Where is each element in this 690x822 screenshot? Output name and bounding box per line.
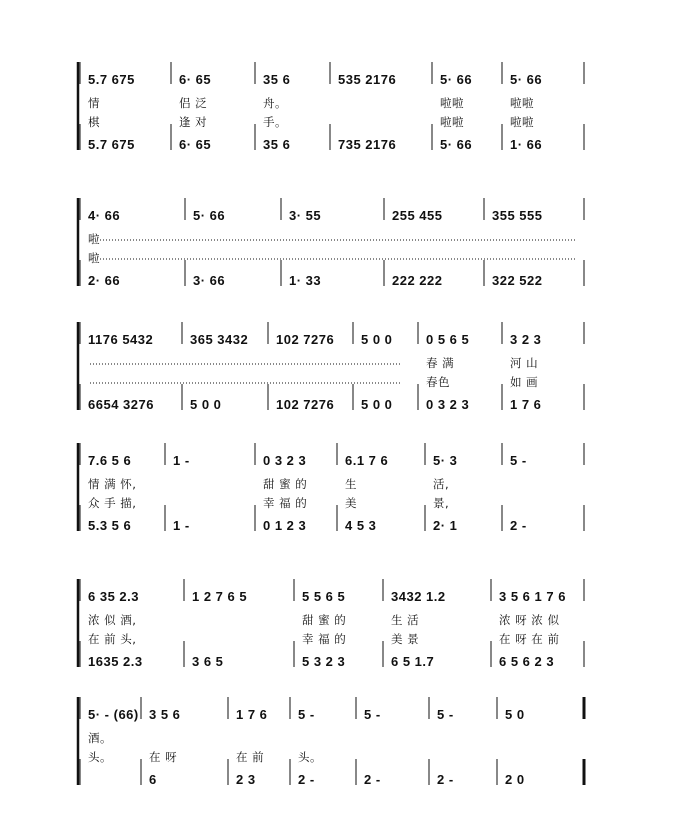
lyric-verse-1: 河 山 — [510, 356, 539, 370]
lyric-verse-1: 啦啦 — [510, 96, 534, 110]
lower-measure: 3 6 5 — [192, 654, 224, 669]
lower-measure: 1· 33 — [289, 273, 322, 288]
lower-measure: 102 7276 — [276, 397, 335, 412]
lyric-verse-2: 啦啦 — [440, 115, 464, 129]
lyric-verse-2: 如 画 — [510, 375, 539, 389]
upper-measure: 355 555 — [492, 208, 543, 223]
lyric-verse-2: 头。 — [88, 750, 112, 764]
lyric-verse-2: 啦啦 — [510, 115, 534, 129]
upper-measure: 5 - — [364, 707, 381, 722]
upper-measure: 5· 66 — [193, 208, 226, 223]
upper-measure: 6· 65 — [179, 72, 212, 87]
upper-measure: 0 5 6 5 — [426, 332, 470, 347]
upper-measure: 5.7 675 — [88, 72, 135, 87]
lyric-verse-2: 逢 对 — [179, 115, 208, 129]
lyric-verse-2: 幸 福 的 — [263, 496, 308, 510]
upper-measure: 3 2 3 — [510, 332, 542, 347]
lyric-verse-2: 众 手 描, — [88, 496, 137, 510]
lower-measure: 5.7 675 — [88, 137, 135, 152]
lyric-verse-1: 浓 似 酒, — [88, 613, 137, 627]
upper-measure: 5· 66 — [510, 72, 543, 87]
lyric-verse-1: 甜 蜜 的 — [263, 477, 308, 491]
lower-measure: 735 2176 — [338, 137, 397, 152]
lower-measure: 1 - — [173, 518, 190, 533]
upper-measure: 5 0 — [505, 707, 525, 722]
upper-measure: 535 2176 — [338, 72, 397, 87]
lower-measure: 6· 65 — [179, 137, 212, 152]
lyric-verse-2: 景, — [433, 496, 450, 510]
lyric-verse-1: 情 — [88, 96, 100, 110]
upper-measure: 7.6 5 6 — [88, 453, 132, 468]
lower-measure: 222 222 — [392, 273, 443, 288]
upper-measure: 5 - — [298, 707, 315, 722]
upper-measure: 5 0 0 — [361, 332, 393, 347]
upper-measure: 6 35 2.3 — [88, 589, 139, 604]
upper-measure: 5 - — [510, 453, 527, 468]
lyric-verse-1: 生 — [345, 477, 357, 491]
lower-measure: 2 - — [364, 772, 381, 787]
lower-measure: 6 — [149, 772, 157, 787]
upper-measure: 35 6 — [263, 72, 291, 87]
lower-measure: 6 5 6 2 3 — [499, 654, 555, 669]
lower-measure: 6654 3276 — [88, 397, 154, 412]
upper-measure: 5 5 6 5 — [302, 589, 346, 604]
lower-measure: 5 3 2 3 — [302, 654, 346, 669]
lyric-verse-2: 春色 — [426, 375, 450, 389]
upper-measure: 0 3 2 3 — [263, 453, 307, 468]
upper-measure: 3· 55 — [289, 208, 322, 223]
lower-measure: 2· 1 — [433, 518, 458, 533]
upper-measure: 102 7276 — [276, 332, 335, 347]
lower-measure: 35 6 — [263, 137, 291, 152]
lyric-verse-1: 啦 — [88, 232, 100, 246]
lower-measure: 2· 66 — [88, 273, 121, 288]
lower-measure: 2 - — [437, 772, 454, 787]
lower-measure: 5.3 5 6 — [88, 518, 132, 533]
lyric-verse-2: 棋 — [88, 115, 100, 129]
upper-measure: 3 5 6 1 7 6 — [499, 589, 566, 604]
lyric-verse-2: 幸 福 的 — [302, 632, 347, 646]
lower-measure: 2 - — [298, 772, 315, 787]
lyric-verse-1: 活, — [433, 477, 450, 491]
upper-measure: 6.1 7 6 — [345, 453, 389, 468]
lyric-verse-2: 在 呀 — [149, 750, 178, 764]
lyric-verse-1: 生 活 — [391, 613, 420, 627]
upper-measure: 1 - — [173, 453, 190, 468]
upper-measure: 5· - (66) — [88, 707, 139, 722]
upper-measure: 255 455 — [392, 208, 443, 223]
lower-measure: 1· 66 — [510, 137, 543, 152]
lower-measure: 5 0 0 — [190, 397, 222, 412]
lyric-verse-2: 啦 — [88, 251, 100, 265]
upper-measure: 365 3432 — [190, 332, 249, 347]
lyric-verse-1: 啦啦 — [440, 96, 464, 110]
lower-measure: 2 0 — [505, 772, 525, 787]
lyric-verse-1: 情 满 怀, — [88, 477, 137, 491]
lower-measure: 0 1 2 3 — [263, 518, 307, 533]
upper-measure: 3 5 6 — [149, 707, 181, 722]
lower-measure: 3· 66 — [193, 273, 226, 288]
lyric-verse-2: 美 — [345, 496, 357, 510]
lower-measure: 0 3 2 3 — [426, 397, 470, 412]
lyric-verse-2: 在 呀 在 前 — [499, 632, 560, 646]
lower-measure: 2 3 — [236, 772, 256, 787]
lyric-verse-2: 在 前 — [236, 750, 265, 764]
lower-measure: 1 7 6 — [510, 397, 542, 412]
upper-measure: 1 7 6 — [236, 707, 268, 722]
lyric-verse-1: 侣 泛 — [179, 96, 208, 110]
upper-measure: 5· 66 — [440, 72, 473, 87]
lyric-verse-2: 手。 — [263, 115, 287, 129]
upper-measure: 3432 1.2 — [391, 589, 446, 604]
lyric-verse-2: 美 景 — [391, 632, 420, 646]
upper-measure: 5 - — [437, 707, 454, 722]
lyric-verse-2: 头。 — [298, 750, 322, 764]
upper-measure: 1176 5432 — [88, 332, 154, 347]
lower-measure: 5 0 0 — [361, 397, 393, 412]
lyric-verse-1: 甜 蜜 的 — [302, 613, 347, 627]
lower-measure: 6 5 1.7 — [391, 654, 435, 669]
lyric-verse-1: 舟。 — [263, 96, 287, 110]
lower-measure: 1635 2.3 — [88, 654, 143, 669]
upper-measure: 1 2 7 6 5 — [192, 589, 248, 604]
lower-measure: 5· 66 — [440, 137, 473, 152]
lyric-verse-1: 酒。 — [88, 731, 112, 745]
lower-measure: 4 5 3 — [345, 518, 377, 533]
lyric-verse-1: 春 满 — [426, 356, 455, 370]
lyric-verse-2: 在 前 头, — [88, 632, 137, 646]
lower-measure: 322 522 — [492, 273, 543, 288]
lower-measure: 2 - — [510, 518, 527, 533]
lyric-verse-1: 浓 呀 浓 似 — [499, 613, 560, 627]
upper-measure: 5· 3 — [433, 453, 458, 468]
upper-measure: 4· 66 — [88, 208, 121, 223]
